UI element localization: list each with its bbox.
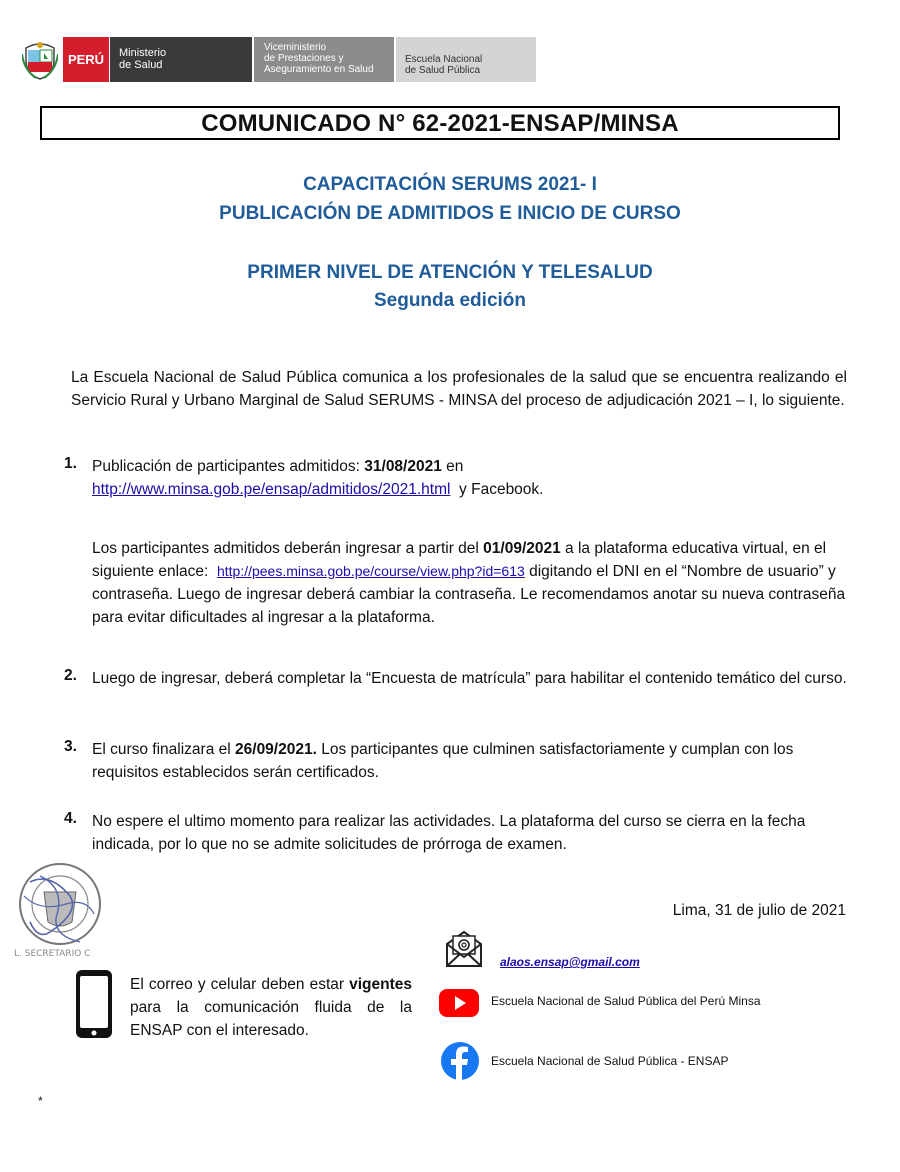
ministerio-logo-label xyxy=(110,37,252,82)
contact-notice-pre: El correo y celular deben estar xyxy=(130,976,350,993)
item-1-pre: Publicación de participantes admitidos: xyxy=(92,458,365,475)
item-3-post: Los participantes que culminen satisfactoriamente y cumplan con los requisitos establecidos serán certificados. xyxy=(92,741,794,781)
heading-line-2: PUBLICACIÓN DE ADMITIDOS E INICIO DE CURSO xyxy=(219,203,681,224)
intro-paragraph: La Escuela Nacional de Salud Pública comunica a los profesionales de la salud que se encuentra realizando el Servicio Rural y Urbano Marginal de Salud SERUMS - MINSA del proceso de adjudicación 2021 – I, lo siguiente. xyxy=(71,369,847,409)
item-1-mid: en xyxy=(441,458,464,475)
platform-date: 01/09/2021 xyxy=(483,540,561,557)
platform-mid: a la plataforma educativa virtual, en el siguiente enlace: xyxy=(92,540,831,580)
platform-post: digitando el DNI en el “Nombre de usuario” y contraseña. Luego de ingresar deberá cambiar la contraseña. Le recomendamos anotar su nueva contraseña para evitar dificultades al ingresar a la plataforma. xyxy=(92,563,846,626)
footnote-asterisk: * xyxy=(38,1094,43,1108)
email-link[interactable]: alaos.ensap@gmail.com xyxy=(500,955,640,969)
item-1-post: y Facebook. xyxy=(450,481,544,498)
vice-line-3: Aseguramiento en Salud xyxy=(264,64,374,75)
viceministerio-logo-label xyxy=(254,37,394,82)
course-link[interactable]: http://pees.minsa.gob.pe/course/view.php?id=613 xyxy=(216,563,525,579)
peru-logo-label: PERÚ xyxy=(63,37,109,82)
item-number-1: 1. xyxy=(64,455,77,472)
facebook-page-label[interactable]: Escuela Nacional de Salud Pública - ENSAP xyxy=(491,1054,729,1068)
stamp-seal-icon xyxy=(10,852,102,964)
item-1-text xyxy=(92,455,848,501)
youtube-channel-label[interactable]: Escuela Nacional de Salud Pública del Perú Minsa xyxy=(491,994,761,1008)
escuela-logo-label xyxy=(396,37,536,82)
platform-pre: Los participantes admitidos deberán ingresar a partir del xyxy=(92,540,484,557)
item-3-pre: El curso finalizara el xyxy=(92,741,236,758)
item-number-4: 4. xyxy=(64,810,77,827)
youtube-icon[interactable] xyxy=(438,987,480,1019)
heading-line-3: PRIMER NIVEL DE ATENCIÓN Y TELESALUD xyxy=(247,262,653,283)
svg-text:L. SECRETARIO C: L. SECRETARIO C xyxy=(14,949,91,959)
mobile-phone-icon xyxy=(74,968,114,1040)
ministerio-line-1: Ministerio xyxy=(119,47,167,59)
admitidos-link[interactable]: http://www.minsa.gob.pe/ensap/admitidos/2021.html xyxy=(92,481,451,498)
email-at-icon xyxy=(444,930,484,968)
contact-notice-post: para la comunicación fluida de la ENSAP con el interesado. xyxy=(130,999,412,1039)
vice-line-2: de Prestaciones y xyxy=(264,53,344,64)
vice-line-1: Viceministerio xyxy=(264,42,327,53)
document-date: Lima, 31 de julio de 2021 xyxy=(672,902,846,919)
item-2-text: Luego de ingresar, deberá completar la “Encuesta de matrícula” para habilitar el contenido temático del curso. xyxy=(92,670,847,687)
facebook-icon[interactable] xyxy=(440,1041,480,1081)
contact-notice xyxy=(130,973,412,1042)
item-number-3: 3. xyxy=(64,738,77,755)
heading-line-1: CAPACITACIÓN SERUMS 2021- I xyxy=(303,174,597,195)
item-1-platform-paragraph xyxy=(92,537,848,629)
escuela-line-1: Escuela Nacional xyxy=(405,54,483,65)
document-title: COMUNICADO N° 62-2021-ENSAP/MINSA xyxy=(40,106,840,140)
item-4-text: No espere el ultimo momento para realizar las actividades. La plataforma del curso se cierra en la fecha indicada, por lo que no se admite solicitudes de prórroga de examen. xyxy=(92,813,806,853)
item-1-date: 31/08/2021 xyxy=(364,458,442,475)
item-3-text xyxy=(92,738,848,784)
escuela-line-2: de Salud Pública xyxy=(405,65,481,76)
peru-crest-icon xyxy=(22,40,58,80)
item-number-2: 2. xyxy=(64,667,77,684)
contact-notice-bold: vigentes xyxy=(349,976,412,993)
ministerio-line-2: de Salud xyxy=(119,59,163,71)
item-3-date: 26/09/2021. xyxy=(235,741,317,758)
heading-line-4: Segunda edición xyxy=(373,290,527,311)
